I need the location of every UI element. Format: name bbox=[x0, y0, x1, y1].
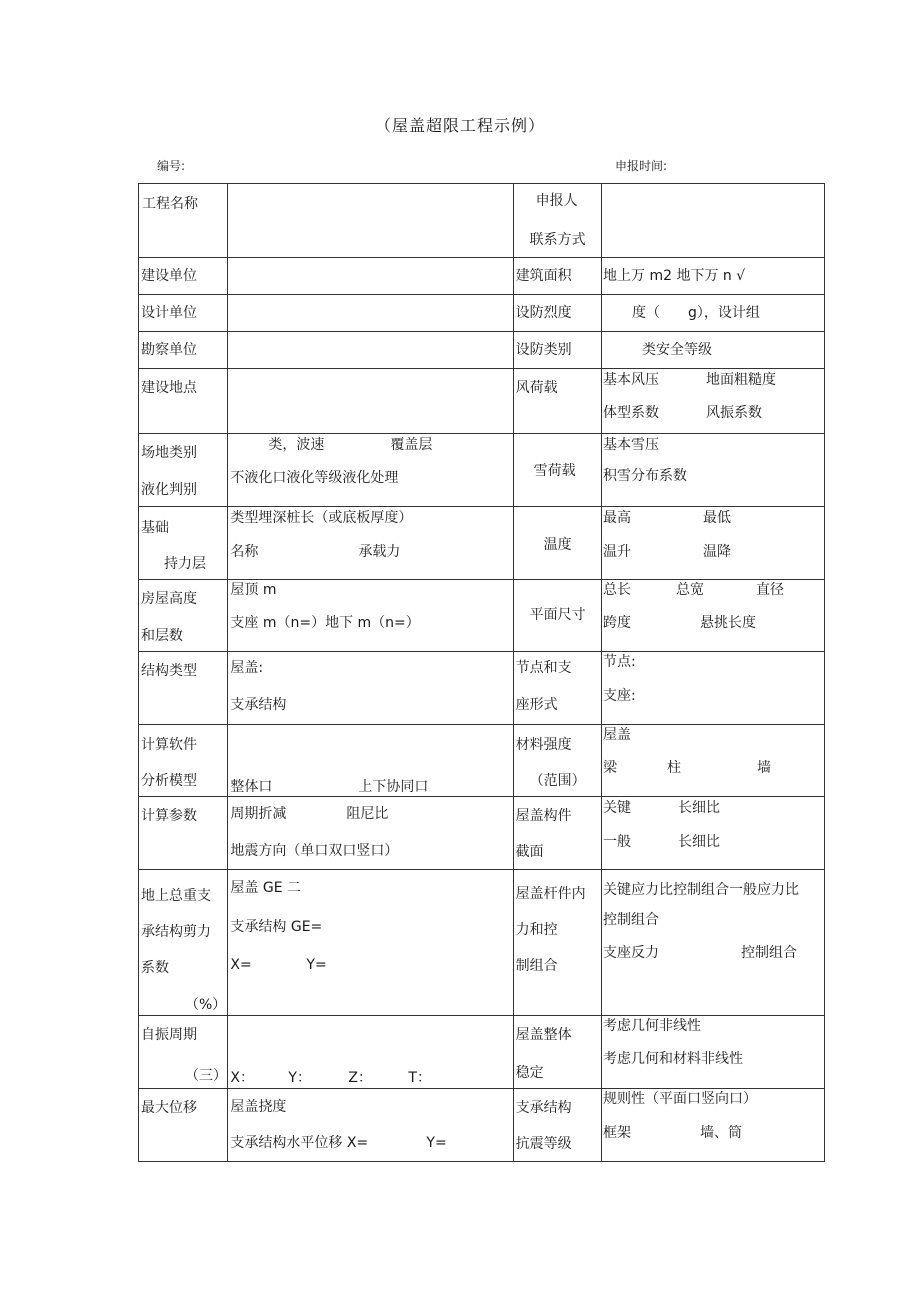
horizontal-displacement-y: Y= bbox=[426, 1135, 447, 1151]
floor-area-text: 地上万 m2 地下万 n √ bbox=[603, 268, 746, 284]
label-cell bbox=[513, 258, 601, 295]
temp-drop: 温降 bbox=[703, 544, 731, 560]
roof-stability-value[interactable] bbox=[602, 1016, 825, 1089]
wall-tube-grade: 墙、筒 bbox=[700, 1125, 742, 1141]
stress-ratio-combination: 关键应力比控制组合一般应力比 bbox=[603, 882, 799, 898]
applicant-label: 申报人 bbox=[535, 193, 578, 209]
label-cell bbox=[513, 369, 601, 434]
label-cell bbox=[513, 1089, 601, 1162]
control-label: 力和控 bbox=[515, 922, 558, 938]
project-name-label: 工程名称 bbox=[142, 196, 198, 212]
bearing-capacity: 承载力 bbox=[358, 544, 401, 560]
support-reaction: 支座反力 bbox=[603, 945, 659, 961]
wall-material: 墙 bbox=[757, 760, 771, 776]
period-t: T： bbox=[408, 1070, 431, 1086]
general-slenderness: 长细比 bbox=[678, 834, 720, 850]
plan-size-label: 平面尺寸 bbox=[529, 607, 586, 623]
software-value[interactable] bbox=[228, 725, 513, 797]
damping-ratio: 阻尼比 bbox=[346, 806, 389, 822]
label-cell bbox=[139, 507, 228, 580]
site-category-value[interactable] bbox=[228, 434, 513, 507]
natural-period-label: 自振周期 bbox=[141, 1027, 197, 1043]
temp-highest: 最高 bbox=[603, 510, 631, 526]
node-support-value[interactable] bbox=[602, 652, 825, 725]
table-row bbox=[139, 434, 825, 507]
calc-params-value[interactable] bbox=[228, 797, 513, 870]
foundation-type-text: 类型埋深桩长（或底板厚度） bbox=[230, 510, 413, 526]
key-member: 关键 bbox=[603, 800, 631, 816]
label-cell bbox=[513, 507, 601, 580]
label-cell bbox=[139, 184, 228, 258]
seismic-grade-label: 抗震等级 bbox=[515, 1136, 572, 1152]
geometric-nonlinear: 考虑几何非线性 bbox=[603, 1018, 701, 1034]
structure-type-value[interactable] bbox=[228, 652, 513, 725]
table-row bbox=[139, 507, 825, 580]
max-displacement-value[interactable] bbox=[228, 1089, 513, 1162]
member-force-label: 屋盖杆件内 bbox=[515, 886, 586, 902]
temperature-label: 温度 bbox=[543, 537, 572, 553]
section-label: 截面 bbox=[515, 844, 544, 860]
total-length: 总长 bbox=[603, 582, 631, 598]
span: 跨度 bbox=[603, 615, 631, 631]
support-form-label: 座形式 bbox=[515, 697, 558, 713]
calc-params-label: 计算参数 bbox=[141, 808, 197, 824]
regularity: 规则性（平面口竖向口） bbox=[603, 1091, 757, 1107]
project-name-value[interactable] bbox=[228, 184, 513, 258]
percent-label: （%） bbox=[185, 997, 227, 1013]
site-location-label: 建设地点 bbox=[141, 380, 197, 396]
fortification-category-value[interactable] bbox=[602, 332, 825, 369]
table-row bbox=[139, 332, 825, 369]
roof-member-value[interactable] bbox=[602, 797, 825, 870]
label-cell bbox=[139, 332, 228, 369]
temperature-value[interactable] bbox=[602, 507, 825, 580]
software-label: 计算软件 bbox=[141, 737, 197, 753]
horizontal-displacement-x: 支承结构水平位移 X= bbox=[230, 1135, 369, 1151]
stability-label: 稳定 bbox=[515, 1065, 544, 1081]
node-support-label: 节点和支 bbox=[515, 660, 572, 676]
coupled-model: 上下协同口 bbox=[358, 779, 429, 795]
floor-area-value[interactable] bbox=[602, 258, 825, 295]
surveyor-value[interactable] bbox=[228, 332, 513, 369]
temp-lowest: 最低 bbox=[703, 510, 731, 526]
roof-deflection: 屋盖挠度 bbox=[230, 1099, 287, 1115]
builder-value[interactable] bbox=[228, 258, 513, 295]
beam-material: 梁 bbox=[603, 760, 617, 776]
table-row bbox=[139, 870, 825, 1016]
label-cell bbox=[513, 1016, 601, 1089]
max-displacement-label: 最大位移 bbox=[141, 1100, 197, 1116]
geometric-material-nonlinear: 考虑几何和材料非线性 bbox=[603, 1051, 743, 1067]
label-cell bbox=[513, 580, 601, 652]
table-row bbox=[139, 184, 825, 258]
contact-label: 联系方式 bbox=[529, 232, 586, 248]
wave-speed-text: 类，波速 bbox=[268, 437, 325, 453]
period-z: Z： bbox=[348, 1070, 372, 1086]
node-text: 节点: bbox=[603, 654, 636, 670]
roof-ge: 屋盖 GE 二 bbox=[230, 880, 301, 896]
label-cell bbox=[513, 434, 601, 507]
fortification-category-label: 设防类别 bbox=[515, 342, 572, 358]
foundation-label: 基础 bbox=[141, 520, 169, 536]
seismic-direction: 地震方向（单口双口竖口） bbox=[230, 843, 399, 859]
designer-label: 设计单位 bbox=[141, 305, 197, 321]
label-cell bbox=[513, 184, 601, 258]
wind-load-value[interactable] bbox=[602, 369, 825, 434]
surveyor-label: 勘察单位 bbox=[141, 342, 197, 358]
total-weight-value[interactable] bbox=[228, 870, 513, 1016]
table-row bbox=[139, 369, 825, 434]
liquefaction-label: 液化判别 bbox=[141, 482, 197, 498]
control-combination: 控制组合 bbox=[603, 912, 659, 928]
label-cell bbox=[513, 725, 601, 797]
form-title: （屋盖超限工程示例） bbox=[374, 116, 545, 135]
key-slenderness: 长细比 bbox=[678, 800, 720, 816]
overburden-text: 覆盖层 bbox=[390, 437, 433, 453]
analysis-model-label: 分析模型 bbox=[141, 773, 197, 789]
storeys-label: 和层数 bbox=[141, 628, 183, 644]
range-label: （范围） bbox=[529, 773, 586, 789]
member-force-value[interactable] bbox=[602, 870, 825, 1016]
label-cell bbox=[513, 295, 601, 332]
table-row bbox=[139, 258, 825, 295]
cantilever-length: 悬挑长度 bbox=[700, 615, 756, 631]
designer-value[interactable] bbox=[228, 295, 513, 332]
label-cell bbox=[139, 1016, 228, 1089]
height-label: 房屋高度 bbox=[141, 591, 197, 607]
roof-height: 屋顶 m bbox=[230, 582, 277, 598]
label-cell bbox=[513, 797, 601, 870]
height-value[interactable] bbox=[228, 580, 513, 652]
frame-grade: 框架 bbox=[603, 1125, 631, 1141]
material-strength-label: 材料强度 bbox=[515, 737, 572, 753]
intensity-label: 设防烈度 bbox=[515, 305, 572, 321]
foundation-value[interactable] bbox=[228, 507, 513, 580]
combination-label: 制组合 bbox=[515, 958, 558, 974]
label-cell bbox=[139, 797, 228, 870]
support-structure-label: 支承结构 bbox=[515, 1100, 572, 1116]
column-material: 柱 bbox=[667, 760, 681, 776]
label-cell bbox=[139, 580, 228, 652]
wind-vibration-coefficient: 风振系数 bbox=[706, 405, 762, 421]
period-x: X： bbox=[230, 1070, 254, 1086]
period-y: Y： bbox=[288, 1070, 311, 1086]
material-strength-value[interactable] bbox=[602, 725, 825, 797]
seismic-grade-value[interactable] bbox=[602, 1089, 825, 1162]
table-row bbox=[139, 295, 825, 332]
shear-x: X= bbox=[230, 957, 252, 973]
label-cell bbox=[139, 652, 228, 725]
roof-stability-label: 屋盖整体 bbox=[515, 1027, 572, 1043]
label-cell bbox=[139, 258, 228, 295]
site-category-label: 场地类别 bbox=[141, 445, 197, 461]
label-cell bbox=[139, 725, 228, 797]
total-weight-label: 地上总重支 bbox=[141, 888, 211, 904]
period-reduction: 周期折减 bbox=[230, 806, 287, 822]
table-row bbox=[139, 652, 825, 725]
liquefaction-options: 不液化口液化等级液化处理 bbox=[230, 470, 399, 486]
table-row bbox=[139, 580, 825, 652]
label-cell bbox=[139, 434, 228, 507]
label-cell bbox=[513, 870, 601, 1016]
temp-rise: 温升 bbox=[603, 544, 631, 560]
site-location-value[interactable] bbox=[228, 369, 513, 434]
support-ge: 支承结构 GE= bbox=[230, 919, 323, 935]
floor-area-label: 建筑面积 bbox=[515, 268, 572, 284]
shear-label: 承结构剪力 bbox=[141, 924, 211, 940]
overall-model: 整体口 bbox=[230, 779, 273, 795]
table-row bbox=[139, 1089, 825, 1162]
bearing-layer-label: 持力层 bbox=[164, 556, 206, 572]
roof-member-label: 屋盖构件 bbox=[515, 808, 572, 824]
snow-distribution: 积雪分布系数 bbox=[603, 468, 687, 484]
intensity-value[interactable] bbox=[602, 295, 825, 332]
date-label: 申报时间: bbox=[615, 159, 668, 173]
general-member: 一般 bbox=[603, 834, 631, 850]
label-cell bbox=[139, 295, 228, 332]
basic-snow-pressure: 基本雪压 bbox=[603, 437, 659, 453]
label-cell bbox=[139, 369, 228, 434]
support-structure: 支承结构 bbox=[230, 697, 287, 713]
application-form-table bbox=[138, 183, 825, 1162]
total-width: 总宽 bbox=[676, 582, 704, 598]
snow-load-label: 雪荷载 bbox=[533, 463, 576, 479]
basic-wind-pressure: 基本风压 bbox=[603, 372, 659, 388]
table-row bbox=[139, 725, 825, 797]
structure-type-label: 结构类型 bbox=[141, 663, 197, 679]
natural-period-value[interactable] bbox=[228, 1016, 513, 1089]
diameter: 直径 bbox=[756, 582, 784, 598]
plan-size-value[interactable] bbox=[602, 580, 825, 652]
seconds-label: （三） bbox=[185, 1068, 227, 1084]
shear-y: Y= bbox=[306, 957, 327, 973]
shape-coefficient: 体型系数 bbox=[603, 405, 659, 421]
number-label: 编号: bbox=[157, 159, 186, 173]
applicant-value[interactable] bbox=[602, 184, 825, 258]
bearing-name: 名称 bbox=[230, 544, 259, 560]
builder-label: 建设单位 bbox=[141, 268, 197, 284]
table-row bbox=[139, 797, 825, 870]
label-cell bbox=[139, 1089, 228, 1162]
table-row bbox=[139, 1016, 825, 1089]
label-cell bbox=[139, 870, 228, 1016]
ground-roughness: 地面粗糙度 bbox=[706, 372, 776, 388]
reaction-combination: 控制组合 bbox=[741, 945, 797, 961]
label-cell bbox=[513, 652, 601, 725]
snow-load-value[interactable] bbox=[602, 434, 825, 507]
intensity-text: 度（ g），设计组 bbox=[632, 305, 760, 321]
wind-load-label: 风荷载 bbox=[515, 380, 558, 396]
label-cell bbox=[513, 332, 601, 369]
roof-structure: 屋盖: bbox=[230, 660, 264, 676]
support-text: 支座: bbox=[603, 688, 636, 704]
coefficient-label: 系数 bbox=[141, 960, 169, 976]
category-text: 类安全等级 bbox=[642, 342, 712, 358]
support-height: 支座 m（n=）地下 m（n=） bbox=[230, 615, 420, 631]
roof-material: 屋盖 bbox=[603, 727, 631, 743]
